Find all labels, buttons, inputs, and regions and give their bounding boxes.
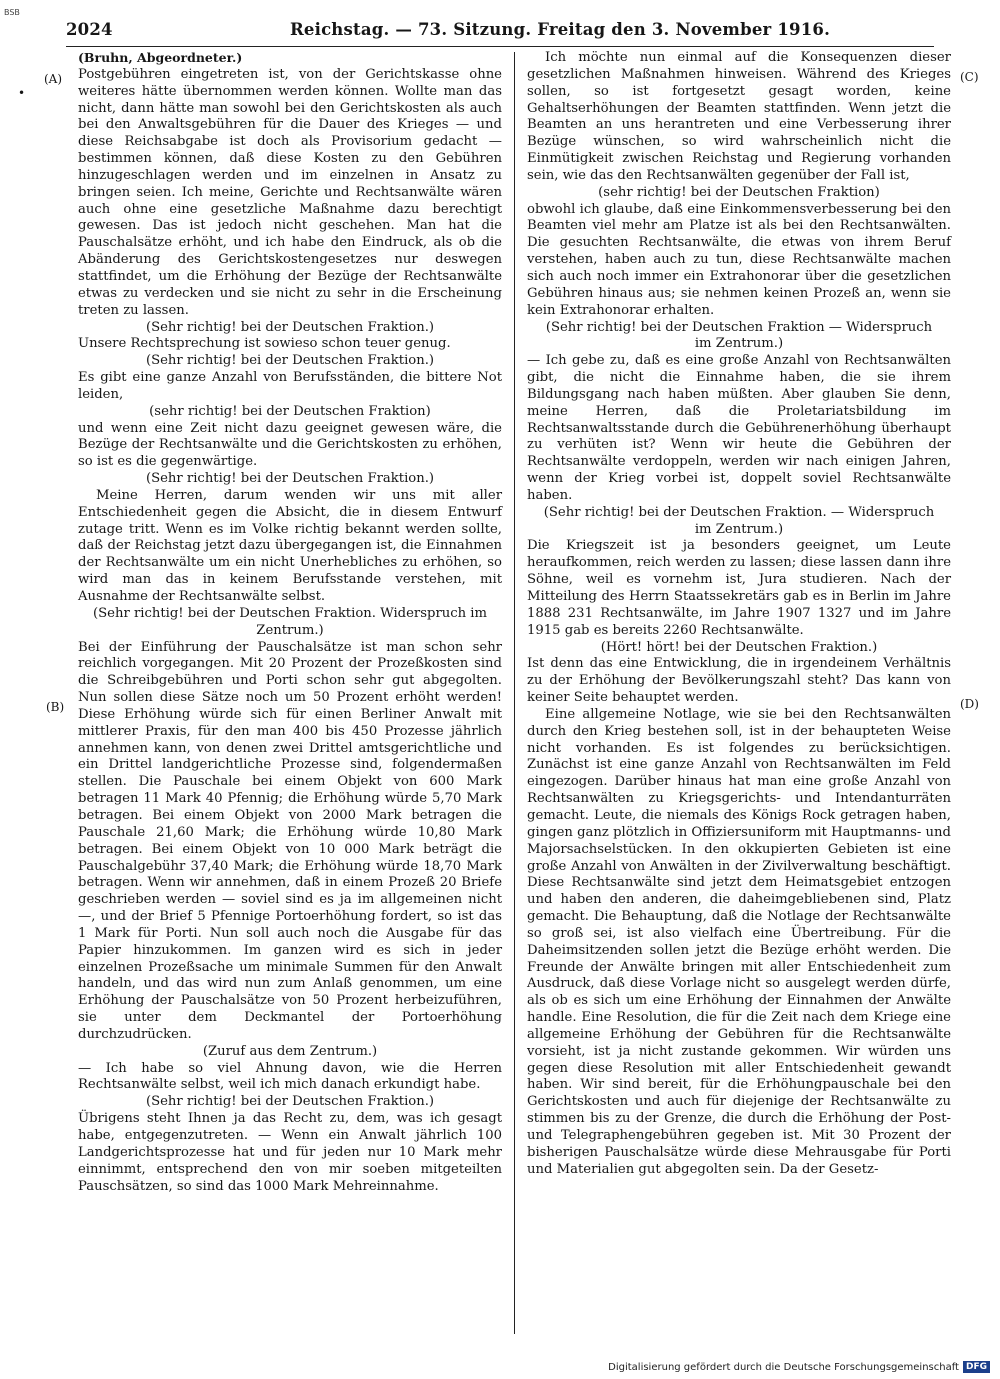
interjection: (Sehr richtig! bei der Deutschen Fraktion. Widerspruch im Zentrum.) xyxy=(92,605,488,638)
paragraph: — Ich habe so viel Ahnung davon, wie die Herren Rechtsanwälte selbst, weil ich mich danach erkundigt habe. xyxy=(78,1060,502,1093)
paragraph: Postgebühren eingetreten ist, von der Gerichtskasse ohne weiteres hätte übernommen werden können. Wollte man das nicht, dann hätte man sowohl bei den Gerichtskosten als auch bei den Anwaltsgebühren für die Dauer des Krieges — und diese Reichsabgabe ist doch als Provisorium gedacht — bestimmen können, daß diese Kosten zu den Gebühren hinzugeschlagen werden und im einzelnen in Ansatz zu bringen seien. Ich meine, Gerichte und Rechtsanwälte wären auch ohne eine gesetzliche Maßnahme dazu berechtigt gewesen. Das ist jedoch nicht geschehen. Man hat die Pauschalsätze erhöht, und ich habe den Eindruck, als ob die Abänderung des Gerichtskostengesetzes nur deswegen stattfindet, um die Erhöhung der Bezüge der Rechtsanwälte etwas zu verdecken und sie nicht zu sehr in die Erscheinung treten zu lassen. xyxy=(78,66,502,318)
interjection: (Sehr richtig! bei der Deutschen Fraktion — Widerspruch im Zentrum.) xyxy=(545,319,933,352)
margin-mark-c: (C) xyxy=(960,70,979,84)
paragraph: Unsere Rechtsprechung ist sowieso schon teuer genug. xyxy=(78,336,451,352)
margin-mark-d: (D) xyxy=(960,697,979,711)
paragraph: und wenn eine Zeit nicht dazu geeignet gewesen wäre, die Bezüge der Rechtsanwälte und die Gerichtskosten zu erhöhen, so ist es die gegenwärtige. xyxy=(78,420,502,470)
paragraph: Übrigens steht Ihnen ja das Recht zu, dem, was ich gesagt habe, entgegenzutreten. — Wenn ein Anwalt jährlich 100 Landgerichtsprozesse hat und für jeden nur 10 Mark mehr einnimmt, entsprechend den von mir soeben mitgeteilten Pauschsätzen, so sind das 1000 Mark Mehreinnahme. xyxy=(78,1111,502,1194)
paragraph: Eine allgemeine Notlage, wie sie bei den Rechtsanwälten durch den Krieg bestehen soll, ist in der behaupteten Weise nicht vorhanden. Es ist folgendes zu berücksichtigen. Zunächst ist eine ganze Anzahl von Rechtsanwälten im Feld eingezogen. Darüber hinaus hat man eine große Anzahl von Rechtsanwälten zu Kriegsgerichts- und Intendanturräten gemacht. Leute, die niemals des Königs Rock getragen haben, gingen ganz plötzlich in Offiziersuniform mit Hauptmanns- und Majorsachselstücken. In den okkupierten Gebieten ist eine große Anzahl von Anwälten in der Zivilverwaltung beschäftigt. Diese Rechtsanwälte sind jetzt dem Heimatsgebiet entzogen und haben den anderen, die daheimgebliebenen sind, Platz gemacht. Die Behauptung, daß die Notlage der Rechtsanwälte so groß sei, ist also vielfach eine Übertreibung. Für die Daheimsitzenden sollen jetzt die Bezüge erhöht werden. Die Freunde der Anwälte bringen mit aller Entschiedenheit zum Ausdruck, daß diese Vorlage nicht so ausgelegt werden dürfe, als ob es sich um eine Erhöhung der Einnahmen der Anwälte handle. Eine Resolution, die für die Zeit nach dem Kriege eine allgemeine Erhöhung der Gebühren für die Rechtsanwälte vorsieht, ist ja nicht zustande gekommen. Wir würden uns gegen diese Resolution mit aller Entschiedenheit gewandt haben. Wir sind bereit, für die Erhöhungpauschale bei den Gerichtskosten und auch für diejenige der Rechtsanwälte zu stimmen bis zu der Grenze, die durch die Erhöhung der Post- und Telegraphengebühren gegeben ist. Mit 30 Prozent der bisherigen Pauschalsätze würde diese Mehrausgabe für Porti und Materialien gut abgegolten sein. Da der Gesetz- xyxy=(527,706,951,1177)
margin-mark-a: (A) xyxy=(44,72,63,86)
interjection: (Hört! hört! bei der Deutschen Fraktion.) xyxy=(600,639,878,655)
right-column xyxy=(527,50,951,1179)
footer xyxy=(608,1361,990,1373)
paragraph: — Ich gebe zu, daß es eine große Anzahl von Rechtsanwälten gibt, die nicht die Einnahme haben, die sie ihrem Bildungsgang nach haben müßten. Aber glauben Sie denn, meine Herren, daß die Proletariatsbildung im Rechtsanwaltsstande durch die Gebührenerhöhung überhaupt zu verhüten ist? Wenn wir heute die Gebühren der Rechtsanwälte verdoppeln, werden wir nach einigen Jahren, wenn der Krieg vorbei ist, doppelt soviel Rechtsanwälte haben. xyxy=(527,353,951,503)
interjection: (sehr richtig! bei der Deutschen Fraktion) xyxy=(149,403,431,419)
paragraph: Meine Herren, darum wenden wir uns mit aller Entschiedenheit gegen die Absicht, die in diesem Entwurf zutage tritt. Wenn es im Volke richtig bekannt werden sollte, daß der Reichstag jetzt dazu übergegangen ist, die Einnahmen der Rechtsanwälte um ein nicht Unerhebliches zu erhöhen, so wird man das in keinem Berufsstande verstehen, mit Ausnahme der Rechtsanwälte selbst. xyxy=(78,487,502,604)
interjection: (Sehr richtig! bei der Deutschen Fraktion.) xyxy=(145,471,435,487)
left-column xyxy=(78,50,502,1195)
paragraph: Bei der Einführung der Pauschalsätze ist man schon sehr reichlich vorgegangen. Mit 20 Prozent der Prozeßkosten sind die Schreibgebühren und Porti schon sehr gut abgegolten. Nun sollen diese Sätze noch um 50 Prozent erhöht werden! Diese Erhöhung würde sich für einen Berliner Anwalt mit mittlerer Praxis, für den man 400 bis 450 Prozesse jährlich annehmen kann, von denen zwei Drittel amtsgerichtliche und ein Drittel landgerichtliche Prozesse sind, folgendermaßen stellen. Die Pauschale bei einem Objekt von 600 Mark betragen 11 Mark 40 Pfennig; die Erhöhung würde 5,70 Mark betragen. Bei einem Objekt von 2000 Mark betragen die Pauschale 21,60 Mark; die Erhöhung würde 10,80 Mark betragen. Bei einem Objekt von 10 000 Mark beträgt die Pauschalgebühr 37,40 Mark; die Erhöhung würde 18,70 Mark betragen. Wenn wir annehmen, daß in einem Prozeß 20 Briefe geschrieben werden — soviel sind es ja im allgemeinen nicht —, und der Brief 5 Pfennige Portoerhöhung fordert, so ist das 1 Mark für Porti. Nun soll auch noch die Ausgabe für das Papier hinzukommen. Im ganzen wird es sich in jeder einzelnen Prozeßsache um minimale Summen für den Anwalt handeln, und das wird nun zum Anlaß genommen, um eine Erhöhung der Pauschalsätze von 50 Prozent herbeizuführen, sie unter dem Deckmantel der Portoerhöhung durchzudrücken. xyxy=(78,639,502,1042)
interjection: (Sehr richtig! bei der Deutschen Fraktion.) xyxy=(145,319,435,335)
column-divider xyxy=(514,52,515,1334)
speaker-label: (Bruhn, Abgeordneter.) xyxy=(78,50,243,65)
paragraph: Die Kriegszeit ist ja besonders geeignet, um Leute heraufkommen, reich werden zu lassen; diese lassen dann ihre Söhne, weil es vornehm ist, Jura studieren. Nach der Mitteilung des Herrn Staatssekretärs gab es in Berlin im Jahre 1888 231 Rechtsanwälte, im Jahre 1907 1327 und im Jahre 1915 gab es bereits 2260 Rechtsanwälte. xyxy=(527,538,951,638)
interjection: (Sehr richtig! bei der Deutschen Fraktion.) xyxy=(145,1094,435,1110)
paragraph: Es gibt eine ganze Anzahl von Berufsständen, die bittere Not leiden, xyxy=(78,370,502,402)
interjection: (sehr richtig! bei der Deutschen Fraktion) xyxy=(598,184,880,200)
page-header xyxy=(66,20,934,46)
interjection: (Sehr richtig! bei der Deutschen Fraktion. — Widerspruch im Zentrum.) xyxy=(543,504,935,537)
dfg-logo: DFG xyxy=(963,1361,990,1373)
library-mark: BSB xyxy=(4,8,20,17)
header-rule xyxy=(66,46,934,47)
interjection: (Sehr richtig! bei der Deutschen Fraktion.) xyxy=(145,353,435,369)
footer-credit: Digitalisierung gefördert durch die Deutsche Forschungsgemeinschaft xyxy=(608,1361,959,1373)
bullet-mark: • xyxy=(18,86,26,100)
paragraph: Ich möchte nun einmal auf die Konsequenzen dieser gesetzlichen Maßnahmen hinweisen. Während des Krieges sollen, so ist fortgesetzt gesagt worden, keine Gehaltserhöhungen der Beamten stattfinden. Wenn jetzt die Beamten an uns herantreten und eine Verbesserung ihrer Bezüge wünschen, so wird wahrscheinlich nicht die Einmütigkeit zwischen Reichstag und Regierung vorhanden sein, wie das den Rechtsanwälten gegenüber der Fall ist, xyxy=(527,50,951,183)
page-number: 2024 xyxy=(66,20,113,39)
running-title: Reichstag. — 73. Sitzung. Freitag den 3. November 1916. xyxy=(289,20,831,39)
paragraph: Ist denn das eine Entwicklung, die in irgendeinem Verhältnis zu der Erhöhung der Bevölkerungszahl steht? Das kann von keiner Seite behauptet werden. xyxy=(527,656,951,706)
margin-mark-b: (B) xyxy=(46,700,65,714)
interjection: (Zuruf aus dem Zentrum.) xyxy=(202,1043,378,1059)
paragraph: obwohl ich glaube, daß eine Einkommensverbesserung bei den Beamten viel mehr am Platze ist als bei den Rechtsanwälten. Die gesuchten Rechtsanwälte, die etwas von ihrem Beruf verstehen, haben auch zu tun, diese Rechtsanwälte machen sich auch noch immer ein Extrahonorar über die gesetzlichen Gebühren hinaus aus; sie nehmen keinen Prozeß an, wenn sie kein Extrahonorar erhalten. xyxy=(527,201,951,318)
